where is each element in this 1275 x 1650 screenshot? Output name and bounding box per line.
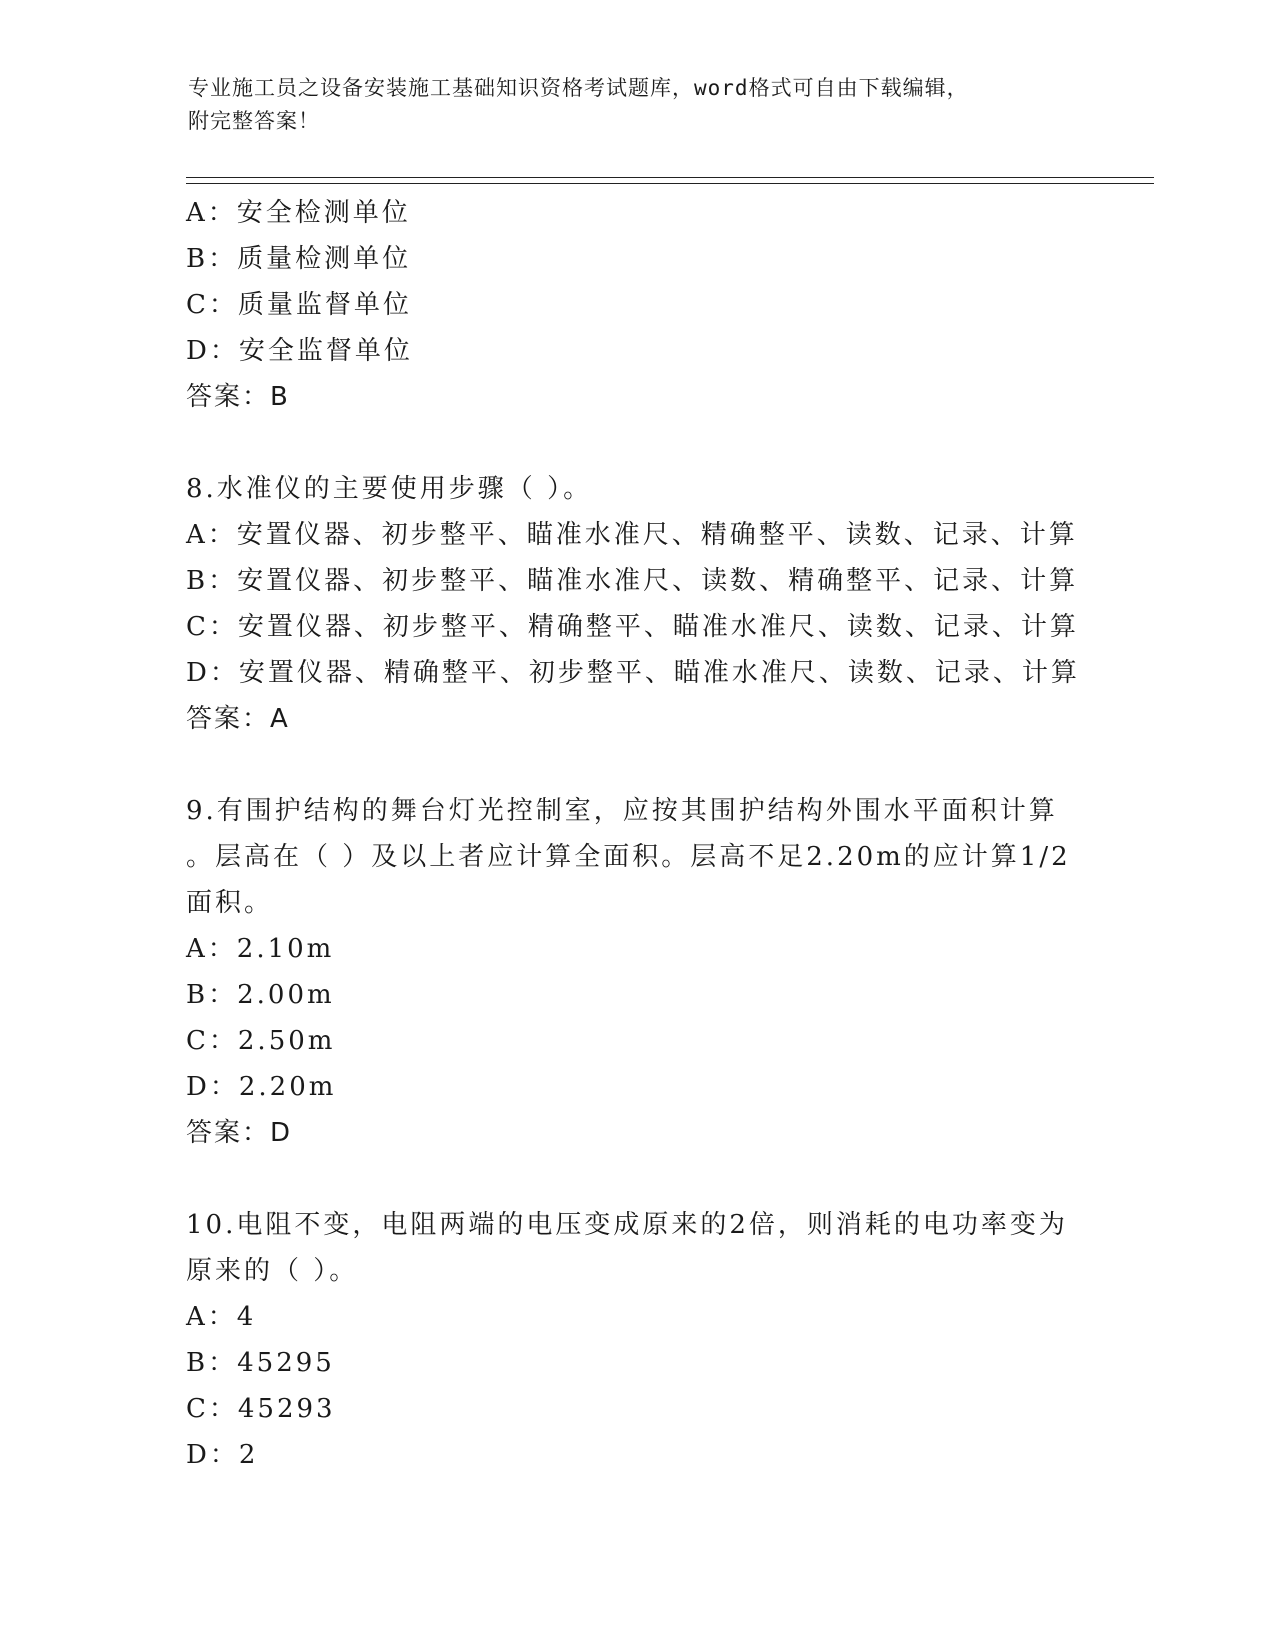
option-b: B：质量检测单位 [186, 244, 412, 274]
option-c: C：45293 [186, 1394, 336, 1424]
answer-label: 答案： [186, 382, 271, 412]
answer-value: A [270, 704, 290, 734]
question-stem-line-2: 。层高在（ ）及以上者应计算全面积。层高不足2.20m的应计算1/2 [186, 842, 1071, 872]
header-rule-bottom [186, 183, 1154, 184]
spacer [186, 742, 1086, 788]
header-rule-top [186, 177, 1154, 178]
answer-value: D [270, 1118, 293, 1148]
question-stem-line-2: 原来的（ ）。 [186, 1256, 359, 1286]
question-8 [186, 466, 1086, 742]
answer-label: 答案： [186, 704, 271, 734]
question-10 [186, 1202, 1086, 1478]
option-b: B：2.00m [186, 980, 335, 1010]
option-a: A：4 [186, 1302, 257, 1332]
option-a: A：安全检测单位 [186, 198, 411, 228]
option-b: B：安置仪器、初步整平、瞄准水准尺、读数、精确整平、记录、计算 [186, 566, 1079, 596]
question-stem: 8.水准仪的主要使用步骤（ ）。 [186, 474, 593, 504]
option-d: D：2 [186, 1440, 259, 1470]
option-d: D：安置仪器、精确整平、初步整平、瞄准水准尺、读数、记录、计算 [186, 658, 1080, 688]
option-d: D：安全监督单位 [186, 336, 413, 366]
question-7 [186, 190, 1086, 420]
question-list [186, 190, 1086, 1478]
option-c: C：质量监督单位 [186, 290, 412, 320]
option-c: C：2.50m [186, 1026, 336, 1056]
option-a: A：2.10m [186, 934, 335, 964]
header-line-2: 附完整答案！ [188, 109, 320, 133]
answer-line [186, 374, 1086, 420]
question-stem-line-1: 9.有围护结构的舞台灯光控制室，应按其围护结构外围水平面积计算 [186, 796, 1058, 826]
spacer [186, 1156, 1086, 1202]
option-d: D：2.20m [186, 1072, 337, 1102]
answer-line [186, 1110, 1086, 1156]
option-a: A：安置仪器、初步整平、瞄准水准尺、精确整平、读数、记录、计算 [186, 520, 1078, 550]
option-b: B：45295 [186, 1348, 335, 1378]
question-stem-line-3: 面积。 [186, 888, 274, 918]
answer-label: 答案： [186, 1118, 271, 1148]
option-c: C：安置仪器、初步整平、精确整平、瞄准水准尺、读数、记录、计算 [186, 612, 1079, 642]
document-header [188, 72, 1088, 138]
header-line-1: 专业施工员之设备安装施工基础知识资格考试题库，word格式可自由下载编辑， [188, 76, 969, 100]
spacer [186, 420, 1086, 466]
answer-value: B [270, 382, 290, 412]
question-9 [186, 788, 1086, 1156]
answer-line [186, 696, 1086, 742]
question-stem-line-1: 10.电阻不变，电阻两端的电压变成原来的2倍，则消耗的电功率变为 [186, 1210, 1068, 1240]
